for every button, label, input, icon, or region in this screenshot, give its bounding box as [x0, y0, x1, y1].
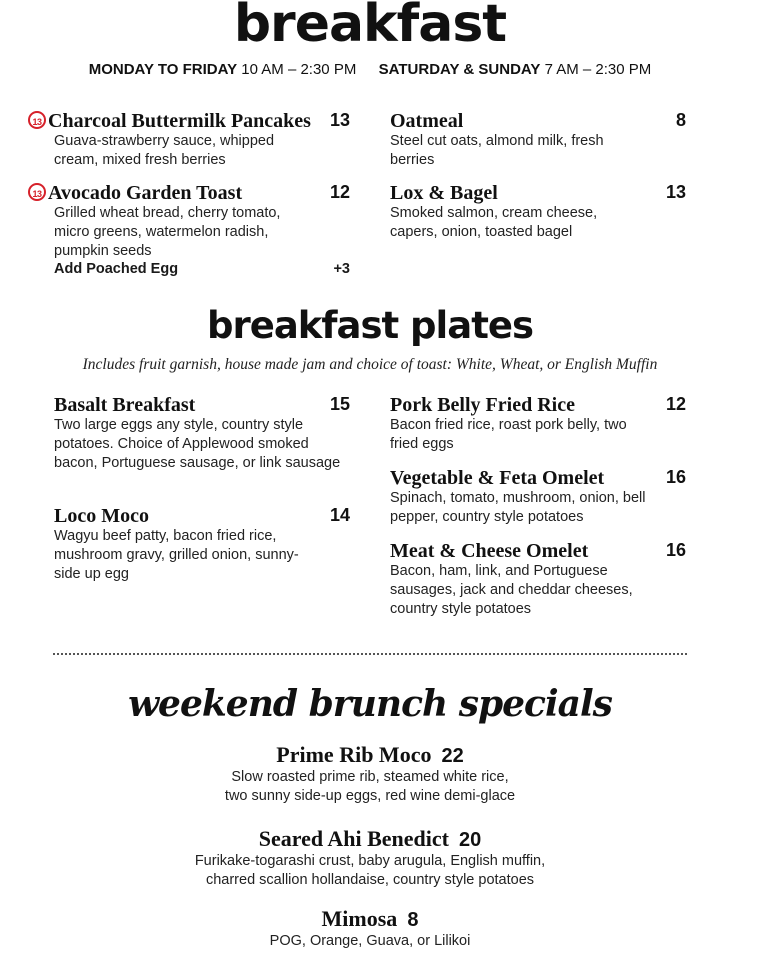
- item-price: 14: [329, 505, 350, 525]
- menu-item: [28, 182, 350, 280]
- section-title-plates: breakfast plates: [207, 304, 533, 347]
- badge-13-icon: 13: [28, 111, 46, 129]
- item-description: Grilled wheat bread, cherry tomato, micro greens, watermelon radish, pumpkin seeds: [54, 205, 281, 259]
- weekend-time: 7 AM – 2:30 PM: [544, 61, 652, 78]
- item-description: Spinach, tomato, mushroom, onion, bell pepper, country style potatoes: [390, 490, 646, 525]
- addon-price: +3: [333, 261, 350, 277]
- menu-item: [390, 182, 686, 242]
- menu-item: [390, 540, 686, 619]
- item-price: 16: [665, 467, 686, 487]
- menu-item: [390, 110, 686, 170]
- section-title-brunch: weekend brunch specials: [128, 683, 612, 725]
- menu-item: [54, 394, 350, 473]
- item-name: Basalt Breakfast: [54, 394, 196, 416]
- item-price: 15: [329, 394, 350, 414]
- special-price: 22: [441, 745, 464, 767]
- item-name: Charcoal Buttermilk Pancakes: [48, 110, 311, 132]
- item-name: Pork Belly Fried Rice: [390, 394, 575, 416]
- item-price: 8: [675, 110, 686, 130]
- menu-item: [28, 110, 350, 170]
- item-description: Two large eggs any style, country style potatoes. Choice of Applewood smoked bacon, Portuguese sausage, or link sausage: [54, 417, 341, 471]
- special-description: charred scallion hollandaise, country style potatoes: [205, 872, 535, 888]
- special-price: 8: [407, 909, 419, 931]
- item-price: 12: [665, 394, 686, 414]
- special-item: [0, 906, 740, 951]
- item-price: 16: [665, 540, 686, 560]
- item-name: Avocado Garden Toast: [48, 182, 243, 204]
- item-name: Lox & Bagel: [390, 182, 498, 204]
- item-name: Loco Moco: [54, 505, 149, 527]
- menu-item: [54, 505, 350, 584]
- special-item: [0, 742, 740, 806]
- special-description: two sunny side-up eggs, red wine demi-glace: [224, 788, 516, 804]
- special-name: Mimosa: [321, 906, 398, 931]
- menu-item: [390, 467, 686, 527]
- item-description: Wagyu beef patty, bacon fried rice, mushroom gravy, grilled onion, sunny-side up egg: [54, 528, 299, 582]
- item-description: Steel cut oats, almond milk, fresh berries: [390, 133, 604, 168]
- special-description: POG, Orange, Guava, or Lilikoi: [269, 933, 471, 949]
- addon: [54, 261, 350, 280]
- addon-label: Add Poached Egg: [54, 261, 179, 277]
- special-name: Seared Ahi Benedict: [258, 826, 449, 851]
- special-item: [0, 826, 740, 890]
- item-price: 13: [665, 182, 686, 202]
- special-price: 20: [459, 829, 482, 851]
- menu-item: [390, 394, 686, 454]
- hours-line: [0, 61, 740, 78]
- item-description: Bacon, ham, link, and Portuguese sausages, jack and cheddar cheeses, country style potatoes: [390, 563, 633, 617]
- item-name: Oatmeal: [390, 110, 464, 132]
- weekday-label: MONDAY TO FRIDAY: [88, 61, 238, 78]
- special-name: Prime Rib Moco: [276, 742, 432, 767]
- weekend-label: SATURDAY & SUNDAY: [378, 61, 541, 78]
- special-description: Furikake-togarashi crust, baby arugula, English muffin,: [194, 853, 546, 869]
- item-description: Smoked salmon, cream cheese, capers, onion, toasted bagel: [390, 205, 598, 240]
- plates-subtitle: Includes fruit garnish, house made jam and choice of toast: White, Wheat, or English Muffin: [82, 356, 658, 373]
- dotted-divider: [53, 653, 687, 655]
- item-price: 13: [329, 110, 350, 130]
- item-name: Vegetable & Feta Omelet: [390, 467, 605, 489]
- special-description: Slow roasted prime rib, steamed white rice,: [231, 769, 509, 785]
- page-title: breakfast: [233, 0, 507, 54]
- item-description: Bacon fried rice, roast pork belly, two fried eggs: [390, 417, 627, 452]
- item-price: 12: [329, 182, 350, 202]
- item-name: Meat & Cheese Omelet: [390, 540, 589, 562]
- item-description: Guava-strawberry sauce, whipped cream, mixed fresh berries: [54, 133, 275, 168]
- badge-13-icon: 13: [28, 183, 46, 201]
- weekday-time: 10 AM – 2:30 PM: [241, 61, 357, 78]
